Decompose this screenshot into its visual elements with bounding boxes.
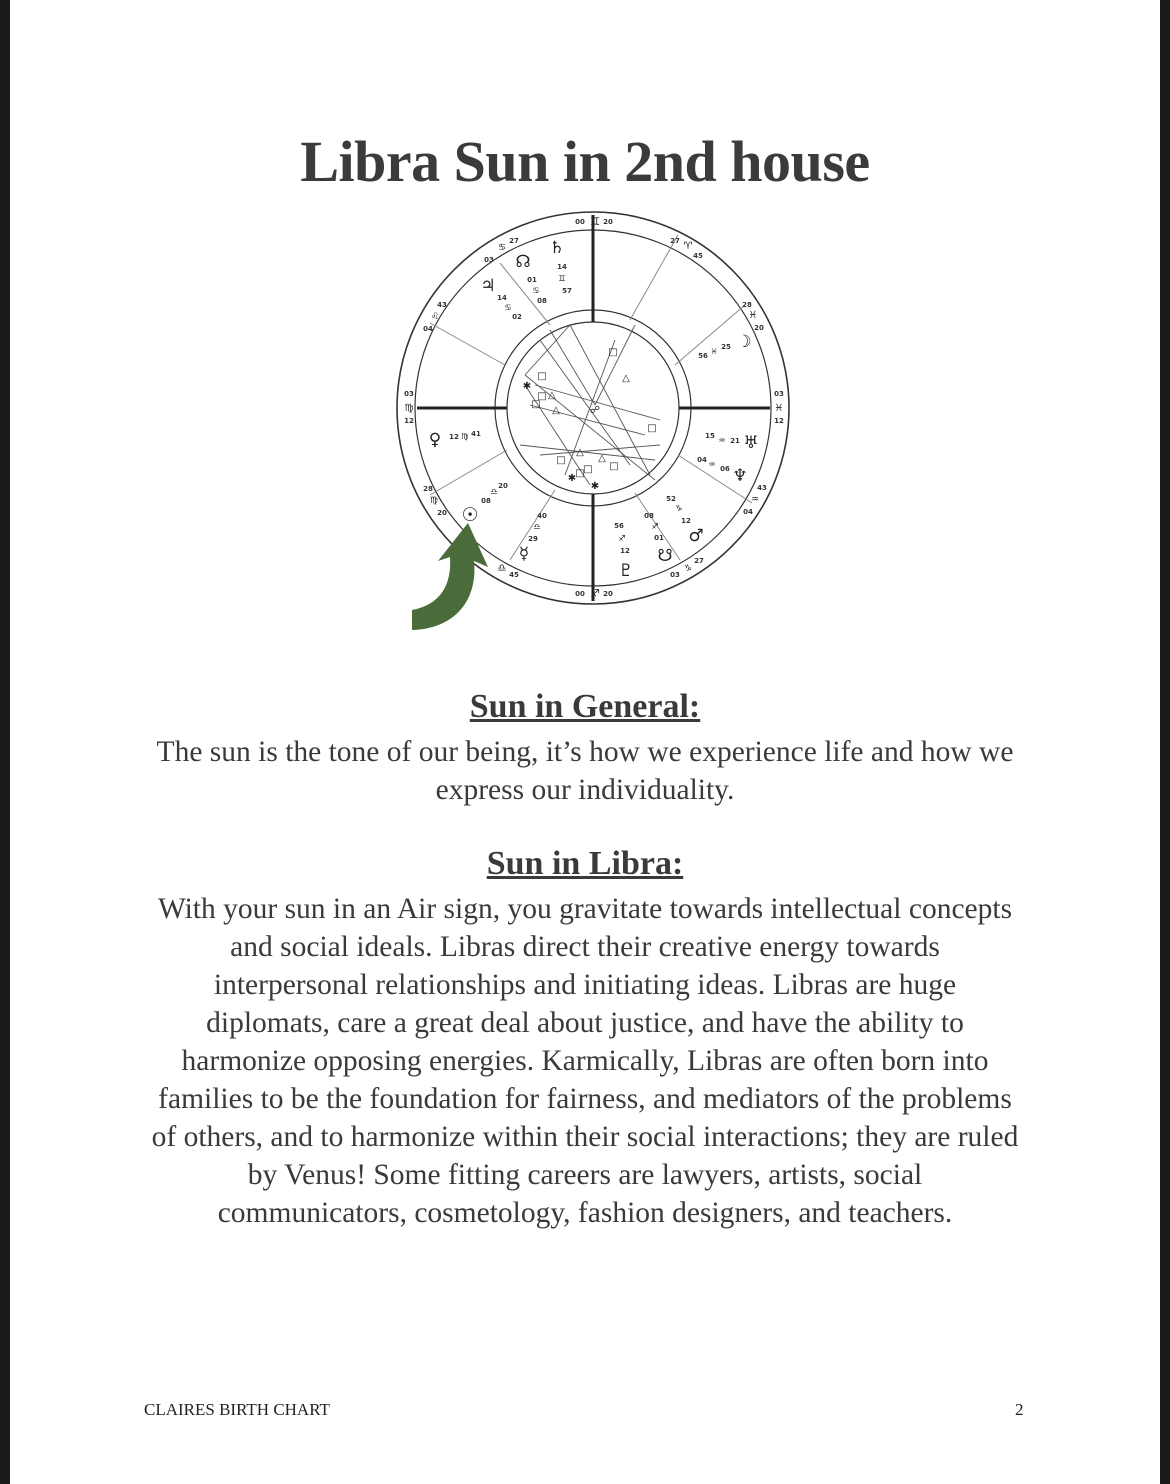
- svg-text:04: 04: [697, 456, 707, 464]
- svg-text:04: 04: [743, 508, 753, 516]
- section-heading-sun-libra: Sun in Libra:: [486, 845, 684, 882]
- svg-text:14: 14: [497, 294, 507, 302]
- footer-document-title: CLAIRES BIRTH CHART: [144, 1400, 330, 1419]
- svg-text:♈: ♈: [683, 241, 693, 252]
- svg-text:□: □: [608, 347, 618, 358]
- moon-icon: ☽: [736, 332, 752, 352]
- svg-text:♋: ♋: [532, 286, 540, 295]
- svg-text:43: 43: [437, 301, 447, 309]
- svg-text:□: □: [609, 461, 619, 472]
- svg-text:♓: ♓: [710, 347, 718, 356]
- svg-text:29: 29: [528, 535, 538, 543]
- mars-placement: [666, 495, 704, 546]
- svg-text:28: 28: [423, 485, 433, 493]
- svg-text:03: 03: [670, 571, 680, 579]
- pointer-arrow-icon: [412, 523, 488, 630]
- svg-text:27: 27: [694, 557, 704, 565]
- svg-text:01: 01: [527, 276, 537, 284]
- svg-text:12: 12: [774, 417, 784, 425]
- svg-text:56: 56: [698, 352, 708, 360]
- south-node-placement: [644, 512, 672, 566]
- svg-text:40: 40: [537, 512, 547, 520]
- svg-text:12: 12: [404, 417, 414, 425]
- uranus-icon: ♅: [743, 433, 759, 453]
- page-title: Libra Sun in 2nd house: [300, 129, 870, 194]
- neptune-icon: ♆: [732, 466, 748, 486]
- svg-text:□: □: [531, 399, 541, 410]
- svg-text:08: 08: [537, 297, 547, 305]
- svg-text:△: △: [552, 405, 560, 416]
- svg-text:♒: ♒: [750, 495, 760, 505]
- section-body-sun-libra: With your sun in an Air sign, you gravitate towards intellectual concepts and social ideals. Libras direct their creative energy towards interpersonal relationships and initiating ideas. Libras are huge diplomats, care a great deal about justice, and have the ability to harmonize opposing energies. Karmically, Libras are often born into families to be the foundation for fairness, and mediators of the problems of others, and to harmonize within their social interactions; they are ruled by Venus! Some fitting careers are lawyers, artists, social communicators, cosmetology, fashion designers, and teachers.: [151, 893, 1019, 1229]
- svg-text:△: △: [548, 390, 556, 401]
- mercury-placement: [519, 512, 547, 564]
- jupiter-icon: ♃: [480, 276, 496, 296]
- svg-text:52: 52: [666, 495, 676, 503]
- svg-text:△: △: [576, 447, 584, 458]
- svg-text:✱: ✱: [522, 381, 532, 392]
- svg-text:06: 06: [720, 465, 730, 473]
- svg-text:♎: ♎: [490, 487, 498, 496]
- svg-text:57: 57: [562, 287, 572, 295]
- document-page: [10, 0, 1160, 1484]
- svg-text:♍: ♍: [429, 496, 439, 506]
- svg-text:01: 01: [654, 534, 664, 542]
- section-body-sun-general: The sun is the tone of our being, it’s how we experience life and how we express our individuality.: [156, 736, 1014, 806]
- south-node-icon: ☋: [657, 546, 673, 566]
- svg-text:✱: ✱: [590, 481, 600, 492]
- mars-icon: ♂: [688, 526, 704, 546]
- svg-text:28: 28: [742, 301, 752, 309]
- svg-text:♓: ♓: [748, 310, 758, 321]
- svg-text:♐: ♐: [651, 522, 659, 531]
- mercury-icon: ☿: [518, 544, 530, 564]
- sun-icon: ☉: [461, 504, 479, 526]
- section-heading-sun-general: Sun in General:: [469, 688, 701, 725]
- svg-text:♍: ♍: [461, 432, 469, 441]
- svg-text:△: △: [598, 453, 606, 464]
- svg-text:03: 03: [774, 390, 784, 398]
- svg-text:12: 12: [681, 517, 691, 525]
- svg-text:□: □: [647, 423, 657, 434]
- svg-text:00: 00: [575, 218, 585, 226]
- saturn-placement: [549, 238, 572, 295]
- svg-text:♑: ♑: [683, 564, 693, 574]
- svg-text:27: 27: [509, 237, 519, 245]
- svg-text:04: 04: [423, 325, 433, 333]
- svg-text:□: □: [556, 455, 566, 466]
- svg-text:25: 25: [721, 343, 731, 351]
- svg-text:♊: ♊: [558, 274, 566, 283]
- svg-text:20: 20: [603, 590, 613, 598]
- north-node-placement: [515, 252, 547, 305]
- svg-text:□: □: [583, 464, 593, 475]
- svg-text:♎: ♎: [497, 563, 507, 574]
- venus-icon: ♀: [428, 430, 442, 450]
- venus-placement: [429, 430, 481, 450]
- svg-text:20: 20: [437, 509, 447, 517]
- pluto-icon: ♇: [618, 561, 634, 581]
- svg-text:☍: ☍: [589, 405, 601, 416]
- svg-text:03: 03: [484, 256, 494, 264]
- svg-text:08: 08: [644, 512, 654, 520]
- birth-chart-wheel: [390, 205, 800, 635]
- sun-placement: [461, 482, 508, 526]
- svg-text:□: □: [575, 468, 585, 479]
- moon-placement: [698, 332, 752, 360]
- svg-text:♍: ♍: [404, 403, 414, 414]
- svg-text:♎: ♎: [533, 522, 541, 531]
- svg-text:08: 08: [481, 497, 491, 505]
- uranus-placement: [705, 432, 759, 453]
- svg-text:00: 00: [575, 590, 585, 598]
- svg-text:41: 41: [471, 430, 481, 438]
- svg-text:45: 45: [509, 571, 519, 579]
- saturn-icon: ♄: [549, 238, 565, 258]
- svg-text:□: □: [537, 391, 547, 402]
- svg-text:♓: ♓: [774, 403, 784, 414]
- svg-text:02: 02: [512, 313, 522, 321]
- neptune-placement: [697, 456, 748, 486]
- svg-text:□: □: [537, 371, 547, 382]
- svg-text:21: 21: [730, 437, 740, 445]
- svg-text:20: 20: [603, 218, 613, 226]
- svg-text:12: 12: [620, 547, 630, 555]
- svg-text:12: 12: [449, 433, 459, 441]
- svg-text:✱: ✱: [567, 473, 577, 484]
- svg-text:♌: ♌: [430, 312, 440, 322]
- svg-text:♒: ♒: [718, 436, 726, 445]
- footer-page-number: 2: [1015, 1400, 1024, 1419]
- svg-text:♑: ♑: [675, 504, 683, 513]
- svg-text:△: △: [622, 373, 630, 384]
- svg-text:56: 56: [614, 522, 624, 530]
- svg-text:15: 15: [705, 432, 715, 440]
- svg-text:43: 43: [757, 484, 767, 492]
- aspect-glyphs: [523, 347, 657, 492]
- svg-text:27: 27: [670, 237, 680, 245]
- svg-text:20: 20: [498, 482, 508, 490]
- svg-text:45: 45: [693, 252, 703, 260]
- pluto-placement: [614, 522, 634, 581]
- svg-text:03: 03: [404, 390, 414, 398]
- north-node-icon: ☊: [515, 252, 531, 272]
- svg-text:♋: ♋: [497, 243, 507, 253]
- svg-text:20: 20: [754, 324, 764, 332]
- svg-text:♒: ♒: [708, 460, 716, 469]
- svg-text:♐: ♐: [618, 534, 626, 543]
- svg-text:♋: ♋: [504, 303, 512, 312]
- svg-text:♊: ♊: [590, 215, 600, 228]
- svg-text:14: 14: [557, 263, 567, 271]
- svg-text:♐: ♐: [590, 587, 600, 600]
